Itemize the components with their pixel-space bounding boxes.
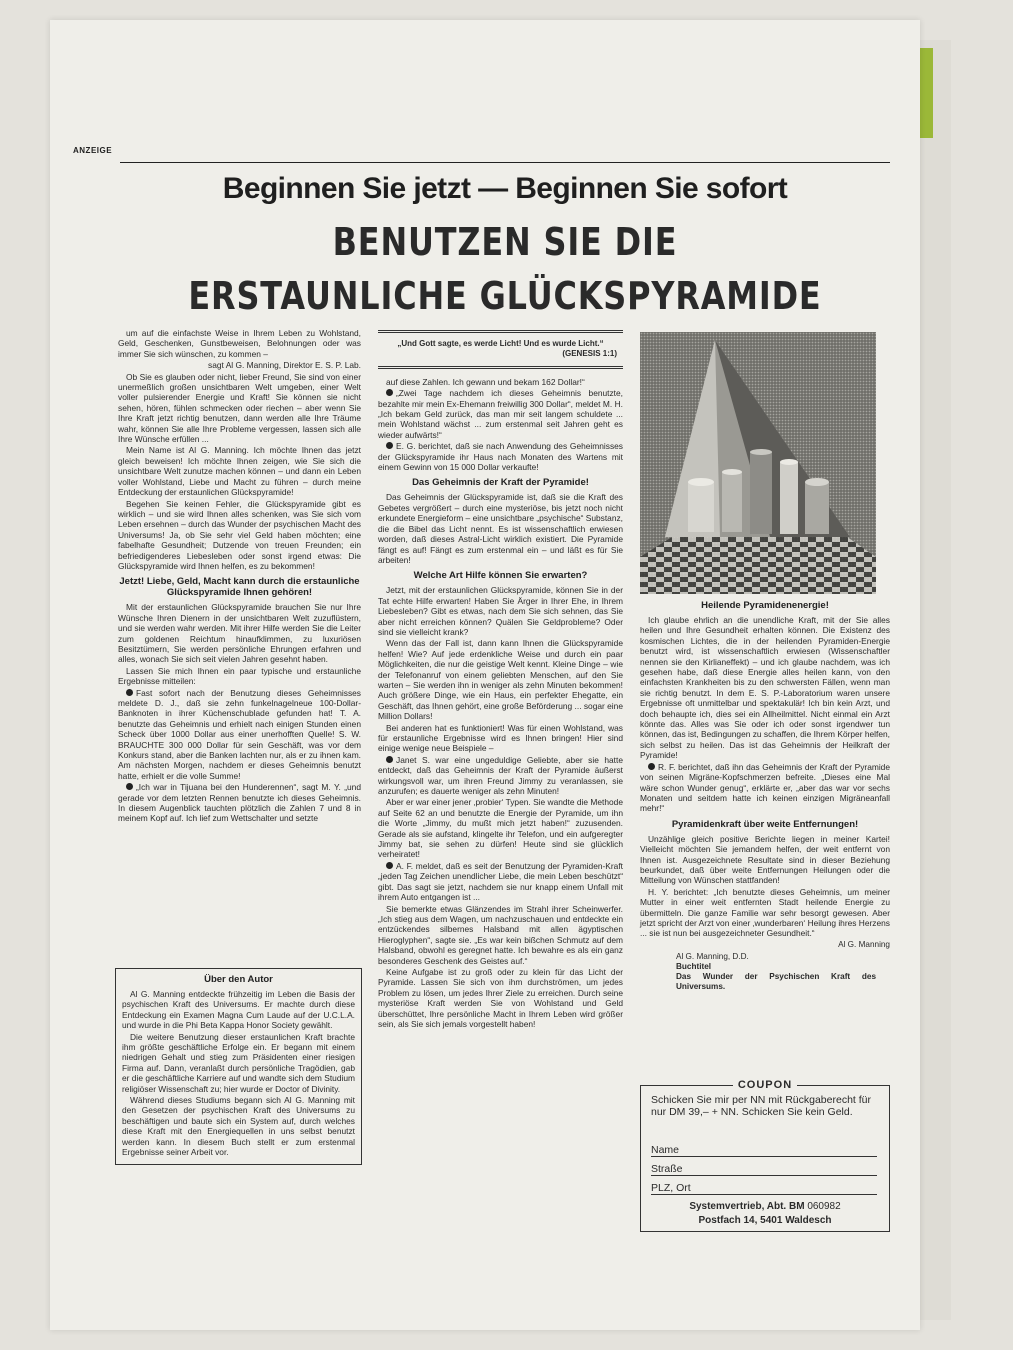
headline-pyramide: ERSTAUNLICHE GLÜCKSPYRAMIDE [188,274,822,318]
subheading-welche-hilfe: Welche Art Hilfe können Sie erwarten? [413,570,588,582]
paragraph: Begehen Sie keinen Fehler, die Glückspyramide gibt es wirklich – und sie wird Ihnen alles schenken, was Sie sich vom Leben ersehnen – durch das Wunder der psychischen Macht des Universums! Ja, ob Sie sehr viel Geld haben möchten; eine fabelhafte Gesundheit; Dutzende von treuen Freunden; ein befriedigenderes Liebesleben oder sonst irgend etwas: Die Glückspyramide wird Ihnen helfen, es zu bekommen! [118,498,361,571]
testimonial: E. G. berichtet, daß sie nach Anwendung des Geheimnisses der Glückspyramide ihr Haus nach Monaten des Wartens mit einem Gewinn von 15 000 Dollar verkaufte! [378,441,623,473]
paragraph: H. Y. berichtet: „Ich benutzte dieses Geheimnis, um meiner Mutter in einer weit entfernten Stadt heilende Energie zu übermitteln. Die ganze Familie war sehr besorgt gewesen. Aber jetzt spricht der Arzt von einer ‚wunderbaren‘ Heilung ihres Herzens ... sie ist nun bei ausgezeichneter Gesundheit.“ [640,886,890,939]
pyramid-image [640,332,876,594]
paragraph: Lassen Sie mich Ihnen ein paar typische und erstaunliche Ergebnisse mitteilen: [118,665,361,687]
intro-paragraph: um auf die einfachste Weise in Ihrem Leben zu Wohlstand, Geld, Geschenken, Gunstbeweisen, Belohnungen oder was immer Sie sich wünschen, zu kommen – [118,328,361,359]
bullet-icon [386,756,393,763]
coupon-title-wrap [641,1079,889,1091]
column-left [118,328,361,825]
subheading-entfernungen: Pyramidenkraft über weite Entfernungen! [671,818,859,830]
book-title: Das Wunder der Psychischen Kraft des Universums. [676,971,876,991]
order-coupon[interactable] [640,1079,890,1232]
coupon-text: Schicken Sie mir per NN mit Rückgaberecht für nur DM 39,– + NN. Schicken Sie kein Geld. [651,1094,871,1118]
signature: Al G. Manning [838,939,890,949]
paragraph: Mit der erstaunlichen Glückspyramide brauchen Sie nur Ihre Wünsche Ihren Dienern in der unsichtbaren Welt zuzuflüstern, und sie werden wahr werden. Mit ihrer Hilfe werden Sie die Leiter zum goldenen Reichtum hinaufklimmen, zu luxuriösen Besitztümern, Sie werden persönliche Ehrungen erfahren und alles, wonach Sie sich seit vielen Jahren gesehnt haben. [118,602,361,665]
testimonial: „Ich war in Tijuana bei den Hunderennen“, sagt M. Y. „und gerade vor dem letzten Rennen benutzte ich dieses Geheimnis. In diesem Augenblick tauchten plötzlich die Zahlen 7 und 8 in meinem Kopf auf. Ich lief zum Wettschalter und setzte [118,782,361,824]
sender-line-1 [641,1201,889,1212]
paragraph: auf diese Zahlen. Ich gewann und bekam 162 Dollar!“ [386,376,585,387]
subheading-heilende: Heilende Pyramidenenergie! [701,600,829,611]
coupon-title: COUPON [733,1079,797,1091]
bullet-icon [126,783,133,790]
signature-name: Al G. Manning, D.D. [676,951,749,961]
paragraph: Al G. Manning entdeckte frühzeitig im Leben die Basis der psychischen Kraft des Universums. Er machte durch diese Entdeckung ein Examen Magna Cum Laude auf der U.C.L.A. und wurde in die Phi Beta Kappa Honor Society gewählt. [122,989,355,1031]
bullet-icon [648,763,655,770]
intro-signature: sagt Al G. Manning, Direktor E. S. P. Lab. [208,360,361,371]
testimonial: Fast sofort nach der Benutzung dieses Geheimnisses meldete D. J., daß sie zehn funkelnagelneue 100-Dollar-Banknoten in ihrer Küchenschublade gefunden hat! T. A. benutzte das Geheimnis und erhielt nach einigen Stunden einen Scheck über 1000 Dollar aus einer unerhofften Quelle! S. W. BRAUCHTE 300 000 Dollar für sein Geschäft, was vor dem Konkurs stand, aber die Banken lachten nur, als er zu ihnen kam. Am nächsten Morgen, nachdem er dieses Geheimnis benutzt hatte, erhielt er die volle Summe! [118,687,361,781]
author-box [115,968,362,1165]
bullet-icon [386,442,393,449]
paragraph: Ich glaube ehrlich an die unendliche Kraft, mit der Sie alles heilen und Ihre Gesundheit erhalten können. Die Existenz des kosmischen Lichtes, die in der heilenden Pyramiden-Energie benutzt wird, ist wissenschaftlich erwiesen (Wissenschaftler nennen sie den Kirlianeffekt) – und ich glaube nachdem, was ich gesehen habe, daß diese Energie alles heilen kann, von den einfachsten Krankheiten bis zu den schwersten Fällen, wenn man sie richtig benutzt. In dem E. S. P.-Laboratorium waren unsere Ergebnisse oft unmittelbar und spektakulär! Ich bin kein Arzt, und doch behaupte ich, dies sei ein Allheilmittel. Nicht einmal ein Arzt könnte das. Alles was Sie oder ich oder sonst irgendwer tun können, das ist, Bedingungen zu schaffen, die Ihrem Körper helfen, sich selbst zu heilen. Das ist das Geheimnis der Heilkraft der Pyramide! [640,615,890,761]
book-title-label: Buchtitel [676,961,712,971]
sender-code: 060982 [807,1201,841,1212]
paragraph: Keine Aufgabe ist zu groß oder zu klein für das Licht der Pyramide. Lassen Sie sich von ihm durchströmen, um jedes Problem zu lösen, um jedes Ihrer Ziele zu erreichen. Durch seine mysteriöse Kraft werden Sie von Wohlstand und Geld überschüttet, Ihre persönliche Macht in Ihrem Leben wird größer sein, als Sie sich jemals vorgestellt haben! [378,966,623,1029]
paragraph: Jetzt, mit der erstaunlichen Glückspyramide, können Sie in der Tat echte Hilfe erwarten! Haben Sie Ärger in Ihrer Ehe, in Ihrem Liebesleben? Gibt es etwas, nach dem Sie sich sehnen, das Sie aber nicht erreichen können? Quälen Sie Geldprobleme? Oder sind sie vielleicht krank? [378,585,623,637]
genesis-quote-source: (GENESIS 1:1) [562,349,617,359]
author-box-title: Über den Autor [204,974,273,985]
sender-department: Systemvertrieb, Abt. BM [689,1201,805,1212]
top-rule [120,162,890,163]
paragraph: Bei anderen hat es funktioniert! Was für einen Wohlstand, was für erstaunliche Ergebnisse wird es Ihnen bringen! Hier sind einige wenige neue Beispiele – [378,722,623,754]
bullet-icon [386,389,393,396]
street-field[interactable]: Straße [651,1163,877,1176]
column-right [640,600,890,992]
paragraph: Ob Sie es glauben oder nicht, lieber Freund, Sie sind von einer unermeßlich großen unsichtbaren Welt umgeben, einer Welt voller pulsierender Energie und Kraft! Sie können sie nicht sehen, hören, fühlen schmecken oder riechen – aber wenn Sie Ihre Kraft jetzt richtig benutzen, dann werden alle Ihre Träume wahr, können Sie alle Ihre Probleme vergessen, lassen sich alle Ihre Wünsche erfüllen ... [118,371,361,445]
pyramid-illustration [640,332,876,594]
bullet-icon [386,862,393,869]
paragraph: Wenn das der Fall ist, dann kann Ihnen die Glückspyramide helfen! Wie? Auf jede erdenkliche Weise und durch ein paar Möglichkeiten, die nur die geistige Welt kennt. Kleine Dinge – wie der Telefonanruf von einem geliebten Menschen, auf den Sie warten – Sie werden ihn in weniger als zehn Minuten bekommen! Auch größere Dinge, wie ein Haus, ein perfekter Ehegatte, ein Geschäft, das Ihnen gehört, eine große Beförderung ... sogar eine Million Dollars! [378,638,623,722]
paragraph: Unzählige gleich positive Berichte liegen in meiner Kartei! Vielleicht möchten Sie jemandem helfen, der weit entfernt von Ihnen ist. Ausgezeichnete Resultate sind in dieser Beziehung beurkundet, daß über weite Entfernungen Heilungen oder die Mitteilung von Wünschen stattfanden! [640,833,890,886]
testimonial: „Zwei Tage nachdem ich dieses Geheimnis benutzte, bezahlte mir mein Ex-Ehemann freiwillig 300 Dollar“, meldet M. H. „Ich bekam Geld zurück, das man mir seit langem schuldete ... mein Wohlstand wächst ... zum erstenmal seit Jahren geht es wieder aufwärts!“ [378,388,623,440]
headline-benutzen: BENUTZEN SIE DIE [332,220,678,264]
testimonial: Janet S. war eine ungeduldige Geliebte, aber sie hatte entdeckt, daß das Geheimnis der Kraft der Pyramide äußerst wirkungsvoll war, um ihren Freund Jimmy zu veranlassen, sie anzurufen; es dauerte weniger als zehn Minuten! [378,754,623,797]
column-middle [378,330,623,1030]
anzeige-label: ANZEIGE [73,146,113,155]
bullet-icon [126,689,133,696]
name-field[interactable]: Name [651,1144,877,1157]
headline-beginnen: Beginnen Sie jetzt — Beginnen Sie sofort [222,172,788,205]
genesis-quote: „Und Gott sagte, es werde Licht! Und es wurde Licht.“ [397,339,604,348]
subheading-geheimnis: Das Geheimnis der Kraft der Pyramide! [412,477,589,489]
paragraph: Mein Name ist Al G. Manning. Ich möchte Ihnen das jetzt gleich beweisen! Ich möchte Ihnen zeigen, wie Sie sich die unsichtbare Welt zunutze machen können – und dann ein Leben voller Wohlstand, Liebe und Macht zu führen – durch meine Entdeckung der erstaunlichen Glückspyramide! [118,445,361,498]
city-field[interactable]: PLZ, Ort [651,1182,877,1195]
paragraph: Das Geheimnis der Glückspyramide ist, daß sie die Kraft des Gebetes vergrößert – durch eine mysteriöse, bis jetzt noch nicht erkundete Energieform – eine unsichtbare „psychische“ Substanz, die die Bibel das Licht nennt. Es ist wissenschaftlich erwiesen worden, daß dieses Astral-Licht wirklich existiert. Die Pyramide fängt es auf! Fängt es zum erstenmal ein – und läßt es für Sie arbeiten! [378,492,623,565]
genesis-quote-box [378,330,623,369]
paragraph: Die weitere Benutzung dieser erstaunlichen Kraft brachte ihm größte geschäftliche Erfolge ein. Er begann mit einem niedrigen Gehalt und stieg zum Präsidenten einer riesigen Firma auf. Dann, veranlaßt durch persönliche Tragödien, gab er die geschäftliche Karriere auf und wandte sich dem Studium religiöser Wissenschaft zu; hier wurde er Doctor of Divinity. [122,1031,355,1094]
paragraph: Sie bemerkte etwas Glänzendes im Strahl ihrer Scheinwerfer. „Ich stieg aus dem Wagen, um nachzuschauen und entdeckte ein entzückendes silbernes Halsband mit allen ägyptischen Hieroglyphen“, sagte sie. „Es war kein bißchen Schmutz auf dem Halsband, obwohl es geregnet hatte. Ich bewahre es als ein ganz besonderes Geschenk des Geistes auf.“ [378,903,623,966]
testimonial: R. F. berichtet, daß ihn das Geheimnis der Kraft der Pyramide von seinen Migräne-Kopfschmerzen befreite. „Dieses eine Mal wäre schon Wunder genug“, erklärte er, „aber das war vor sechs Monaten und seitdem hatte ich keinen einzigen Migräneanfall mehr!“ [640,761,890,814]
paragraph: Aber er war einer jener ‚probier‘ Typen. Sie wandte die Methode auf Seite 62 an und benutzte die Energie der Pyramide, um ihn die Worte „Jimmy, du mußt mich jetzt haben!“ zuzusenden. Gerade als sie aufstand, klingelte ihr Telefon, und ein aufgeregter Jimmy bat, sie sehen zu dürfen! Heute sind sie glücklich verheiratet! [378,797,623,860]
testimonial: A. F. meldet, daß es seit der Benutzung der Pyramiden-Kraft „jeden Tag Zeichen unendlicher Liebe, die mein Leben beschützt“ gibt. Das sagt sie jetzt, nachdem sie nur knapp einem Unfall mit ihrem Auto entgangen ist ... [378,860,623,903]
sender-line-2: Postfach 14, 5401 Waldesch [698,1215,832,1226]
subheading-liebe-geld-macht: Jetzt! Liebe, Geld, Macht kann durch die erstaunliche Glückspyramide Ihnen gehören! [119,576,360,599]
paragraph: Während dieses Studiums begann sich Al G. Manning mit den Gesetzen der psychischen Kraft des Universums zu beschäftigen und baute sich ein System auf, durch welches diese Kraft mit den Energiequellen in uns selbst benutzt werden kann. In diesem Buch stellt er zum erstenmal Ergebnisse seiner Arbeit vor. [122,1095,355,1158]
